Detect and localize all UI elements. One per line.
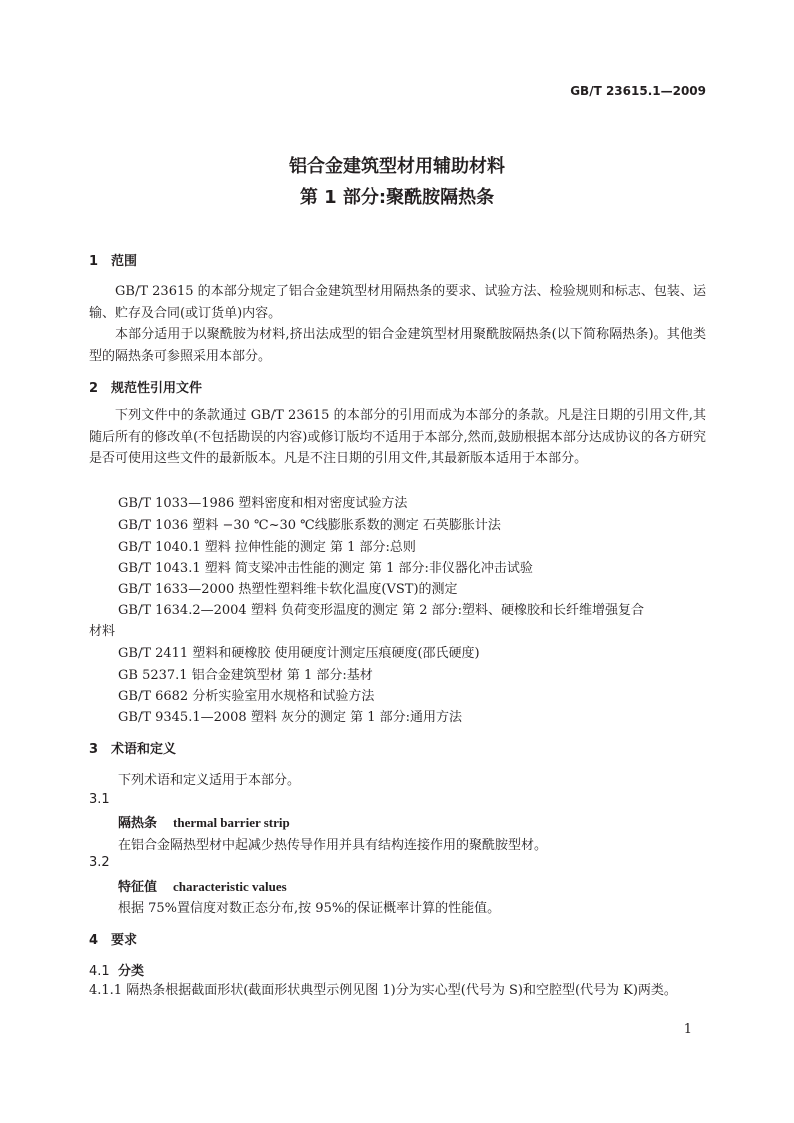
section-title: 术语和定义 bbox=[111, 742, 177, 757]
document-subtitle: 第 1 部分:聚酰胺隔热条 bbox=[299, 187, 495, 208]
term-entry bbox=[118, 812, 290, 831]
reference-item: GB 5237.1 铝合金建筑型材 第 1 部分:基材 bbox=[118, 668, 373, 683]
standard-number: GB/T 23615.1—2009 bbox=[570, 84, 706, 98]
term-chinese: 特征值 bbox=[118, 880, 158, 895]
clause-4-1-1: 4.1.1 隔热条根据截面形状(截面形状典型示例见图 1)分为实心型(代号为 S)和空腔型(代号为 K)两类。 bbox=[89, 983, 677, 998]
scope-paragraph-2: 本部分适用于以聚酰胺为材料,挤出法成型的铝合金建筑型材用聚酰胺隔热条(以下简称隔热条)。其他类型的隔热条可参照采用本部分。 bbox=[89, 327, 706, 364]
reference-item: GB/T 2411 塑料和硬橡胶 使用硬度计测定压痕硬度(邵氏硬度) bbox=[118, 646, 480, 661]
document-title: 铝合金建筑型材用辅助材料 bbox=[289, 156, 505, 177]
term-english: characteristic values bbox=[173, 879, 287, 894]
reference-item-continuation: 材料 bbox=[89, 624, 116, 639]
section-3-heading bbox=[89, 738, 176, 757]
section-title: 范围 bbox=[111, 254, 138, 269]
normative-references-intro: 下列文件中的条款通过 GB/T 23615 的本部分的引用而成为本部分的条款。凡是注日期的引用文件,其随后所有的修改单(不包括勘误的内容)或修订版均不适用于本部分,然而,鼓励根据本部分达成协议的各方研究是否可使用这些文件的最新版本。凡是不注日期的引用文件,其最新版本适用于本部分。 bbox=[89, 408, 706, 466]
reference-item: GB/T 6682 分析实验室用水规格和试验方法 bbox=[118, 689, 375, 704]
term-number: 3.2 bbox=[89, 855, 110, 870]
reference-item: GB/T 1033—1986 塑料密度和相对密度试验方法 bbox=[118, 496, 408, 511]
term-definition: 根据 75%置信度对数正态分布,按 95%的保证概率计算的性能值。 bbox=[118, 901, 501, 916]
section-4-heading bbox=[89, 929, 137, 948]
section-title: 要求 bbox=[111, 933, 138, 948]
reference-item: GB/T 1036 塑料 −30 ℃~30 ℃线膨胀系数的测定 石英膨胀计法 bbox=[118, 518, 501, 533]
section-1-heading bbox=[89, 250, 137, 269]
page-number: 1 bbox=[683, 1022, 692, 1037]
reference-item: GB/T 1634.2—2004 塑料 负荷变形温度的测定 第 2 部分:塑料、硬橡胶和长纤维增强复合 bbox=[118, 603, 645, 618]
term-definition: 在铝合金隔热型材中起减少热传导作用并具有结构连接作用的聚酰胺型材。 bbox=[118, 838, 548, 853]
section-number: 4 bbox=[89, 933, 99, 948]
subsection-number: 4.1 bbox=[89, 964, 110, 979]
reference-item: GB/T 9345.1—2008 塑料 灰分的测定 第 1 部分:通用方法 bbox=[118, 710, 463, 725]
subsection-title: 分类 bbox=[118, 964, 145, 979]
section-number: 1 bbox=[89, 254, 99, 269]
section-title: 规范性引用文件 bbox=[111, 381, 203, 396]
section-number: 3 bbox=[89, 742, 99, 757]
reference-item: GB/T 1633—2000 热塑性塑料维卡软化温度(VST)的测定 bbox=[118, 582, 458, 597]
term-english: thermal barrier strip bbox=[173, 815, 290, 830]
section-2-heading bbox=[89, 377, 202, 396]
term-number: 3.1 bbox=[89, 792, 110, 807]
term-chinese: 隔热条 bbox=[118, 816, 158, 831]
scope-paragraph-1: GB/T 23615 的本部分规定了铝合金建筑型材用隔热条的要求、试验方法、检验规则和标志、包装、运输、贮存及合同(或订货单)内容。 bbox=[89, 284, 706, 321]
subsection-4-1-heading bbox=[89, 960, 144, 979]
term-entry bbox=[118, 876, 287, 895]
reference-item: GB/T 1040.1 塑料 拉伸性能的测定 第 1 部分:总则 bbox=[118, 540, 416, 555]
reference-item: GB/T 1043.1 塑料 简支梁冲击性能的测定 第 1 部分:非仪器化冲击试验 bbox=[118, 561, 533, 576]
terms-intro: 下列术语和定义适用于本部分。 bbox=[118, 773, 301, 788]
section-number: 2 bbox=[89, 381, 99, 396]
